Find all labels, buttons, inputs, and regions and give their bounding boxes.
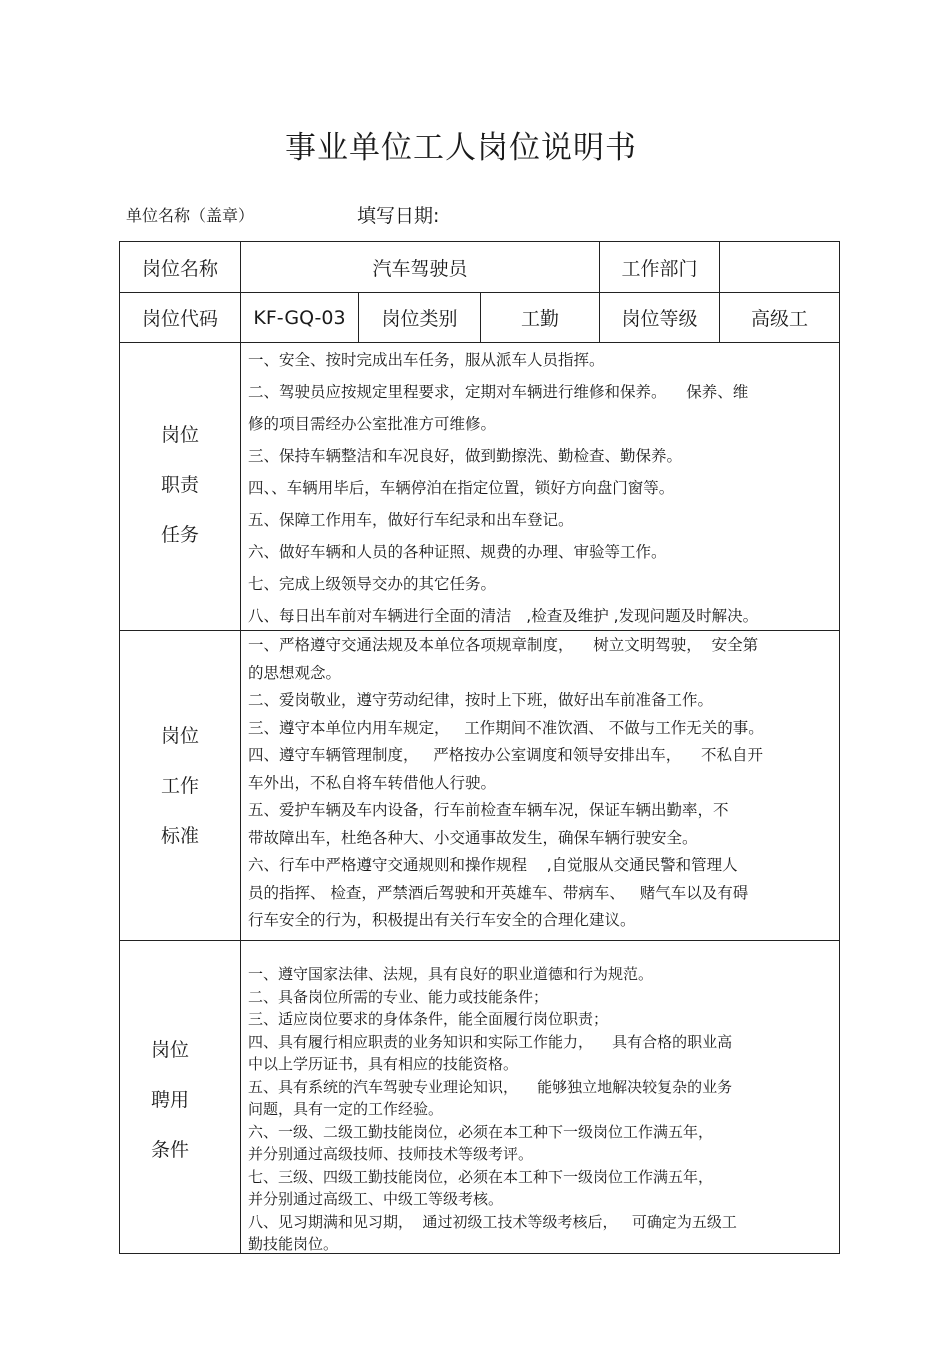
duty-line: 七、完成上级领导交办的其它任务。 xyxy=(248,575,497,593)
requirement-line: 一、遵守国家法律、法规，具有良好的职业道德和行为规范。 xyxy=(248,965,654,983)
row-divider xyxy=(119,940,840,941)
requirement-line: 问题，具有一定的工作经验。 xyxy=(248,1100,444,1118)
position-type-label: 岗位类别 xyxy=(381,308,458,330)
duties-text xyxy=(248,344,836,632)
position-name-value: 汽车驾驶员 xyxy=(372,257,468,280)
requirement-line: 八、见习期满和见习期， 通过初级工技术等级考核后， 可确定为五级工 xyxy=(248,1212,737,1231)
duty-line: 六、做好车辆和人员的各种证照、规费的办理、审验等工作。 xyxy=(248,543,667,561)
requirement-line: 勤技能岗位。 xyxy=(248,1235,339,1253)
duty-line: 八、每日出车前对车辆进行全面的清洁 ,检查及维护 ,发现问题及时解决。 xyxy=(248,607,759,625)
position-type-value: 工勤 xyxy=(520,308,559,330)
standard-line: 六、行车中严格遵守交通规则和操作规程 ,自觉服从交通民警和管理人 xyxy=(248,856,738,874)
position-name-label: 岗位名称 xyxy=(141,257,218,280)
requirement-line: 六、一级、二级工勤技能岗位，必须在本工种下一级岗位工作满五年， xyxy=(248,1122,714,1141)
duties-label-line: 任务 xyxy=(160,524,199,546)
position-level-value: 高级工 xyxy=(750,308,808,330)
requirements-label-line: 条件 xyxy=(150,1139,189,1161)
standard-line: 四、遵守车辆管理制度， 严格按办公室调度和领导安排出车， 不私自开 xyxy=(248,746,763,764)
duty-line: 二、驾驶员应按规定里程要求，定期对车辆进行维修和保养。 保养、维 xyxy=(248,383,749,401)
requirements-label-line: 聘用 xyxy=(150,1089,189,1111)
standards-label xyxy=(120,711,240,861)
requirements-text xyxy=(248,963,836,1256)
requirement-line: 中以上学历证书，具有相应的技能资格。 xyxy=(248,1055,519,1073)
standard-line: 行车安全的行为，积极提出有关行车安全的合理化建议。 xyxy=(248,911,636,929)
requirements-label-line: 岗位 xyxy=(150,1039,189,1061)
standard-line: 一、严格遵守交通法规及本单位各项规章制度， 树立文明驾驶， 安全第 xyxy=(248,636,759,654)
requirement-line: 四、具有履行相应职责的业务知识和实际工作能力， 具有合格的职业高 xyxy=(248,1032,733,1051)
standard-line: 车外出，不私自将车转借他人行驶。 xyxy=(248,773,497,792)
standard-line: 员的指挥、 检查，严禁酒后驾驶和开英雄车、带病车、 赌气车以及有碍 xyxy=(248,883,749,902)
requirement-line: 并分别通过高级技师、技师技术等级考评。 xyxy=(248,1145,534,1163)
standard-line: 带故障出车，杜绝各种大、小交通事故发生，确保车辆行驶安全。 xyxy=(248,828,698,847)
standards-label-line: 工作 xyxy=(160,775,199,797)
document-title: 事业单位工人岗位说明书 xyxy=(285,130,637,166)
column-divider xyxy=(240,241,241,1254)
department-label: 工作部门 xyxy=(621,257,698,280)
requirement-line: 七、三级、四级工勤技能岗位，必须在本工种下一级岗位工作满五年， xyxy=(248,1167,714,1186)
standard-line: 五、爱护车辆及车内设备，行车前检查车辆车况，保证车辆出勤率，不 xyxy=(248,801,729,819)
requirement-line: 二、具备岗位所需的专业、能力或技能条件； xyxy=(248,987,549,1006)
duties-label xyxy=(120,410,240,560)
requirement-line: 并分别通过高级工、中级工等级考核。 xyxy=(248,1190,504,1208)
standard-line: 的思想观念。 xyxy=(248,663,342,682)
position-level-label: 岗位等级 xyxy=(621,308,698,330)
standard-line: 三、遵守本单位内用车规定， 工作期间不准饮酒、 不做与工作无关的事。 xyxy=(248,718,764,737)
department-value xyxy=(720,242,839,292)
standard-line: 二、爱岗敬业，遵守劳动纪律，按时上下班，做好出车前准备工作。 xyxy=(248,691,714,709)
position-code-value: KF-GQ-03 xyxy=(253,306,346,329)
duty-line: 修的项目需经办公室批准方可维修。 xyxy=(248,415,497,433)
requirements-label xyxy=(110,1025,230,1175)
fill-date-label: 填写日期: xyxy=(357,205,440,227)
position-code-label: 岗位代码 xyxy=(141,308,218,330)
duty-line: 三、保持车辆整洁和车况良好，做到勤擦洗、勤检查、勤保养。 xyxy=(248,447,683,465)
standards-label-line: 岗位 xyxy=(160,725,199,747)
row-divider xyxy=(119,342,840,343)
requirement-line: 三、适应岗位要求的身体条件，能全面履行岗位职责； xyxy=(248,1010,609,1028)
duties-label-line: 岗位 xyxy=(160,424,199,446)
unit-name-label: 单位名称（盖章） xyxy=(126,206,255,225)
duties-label-line: 职责 xyxy=(160,474,199,496)
duty-line: 四、、车辆用毕后，车辆停泊在指定位置，锁好方向盘门窗等。 xyxy=(248,479,675,497)
standards-label-line: 标准 xyxy=(160,825,199,847)
duty-line: 一、安全、按时完成出车任务，服从派车人员指挥。 xyxy=(248,351,605,369)
duty-line: 五、保障工作用车，做好行车纪录和出车登记。 xyxy=(248,511,574,529)
standards-text xyxy=(248,632,836,935)
requirement-line: 五、具有系统的汽车驾驶专业理论知识， 能够独立地解决较复杂的业务 xyxy=(248,1077,733,1096)
